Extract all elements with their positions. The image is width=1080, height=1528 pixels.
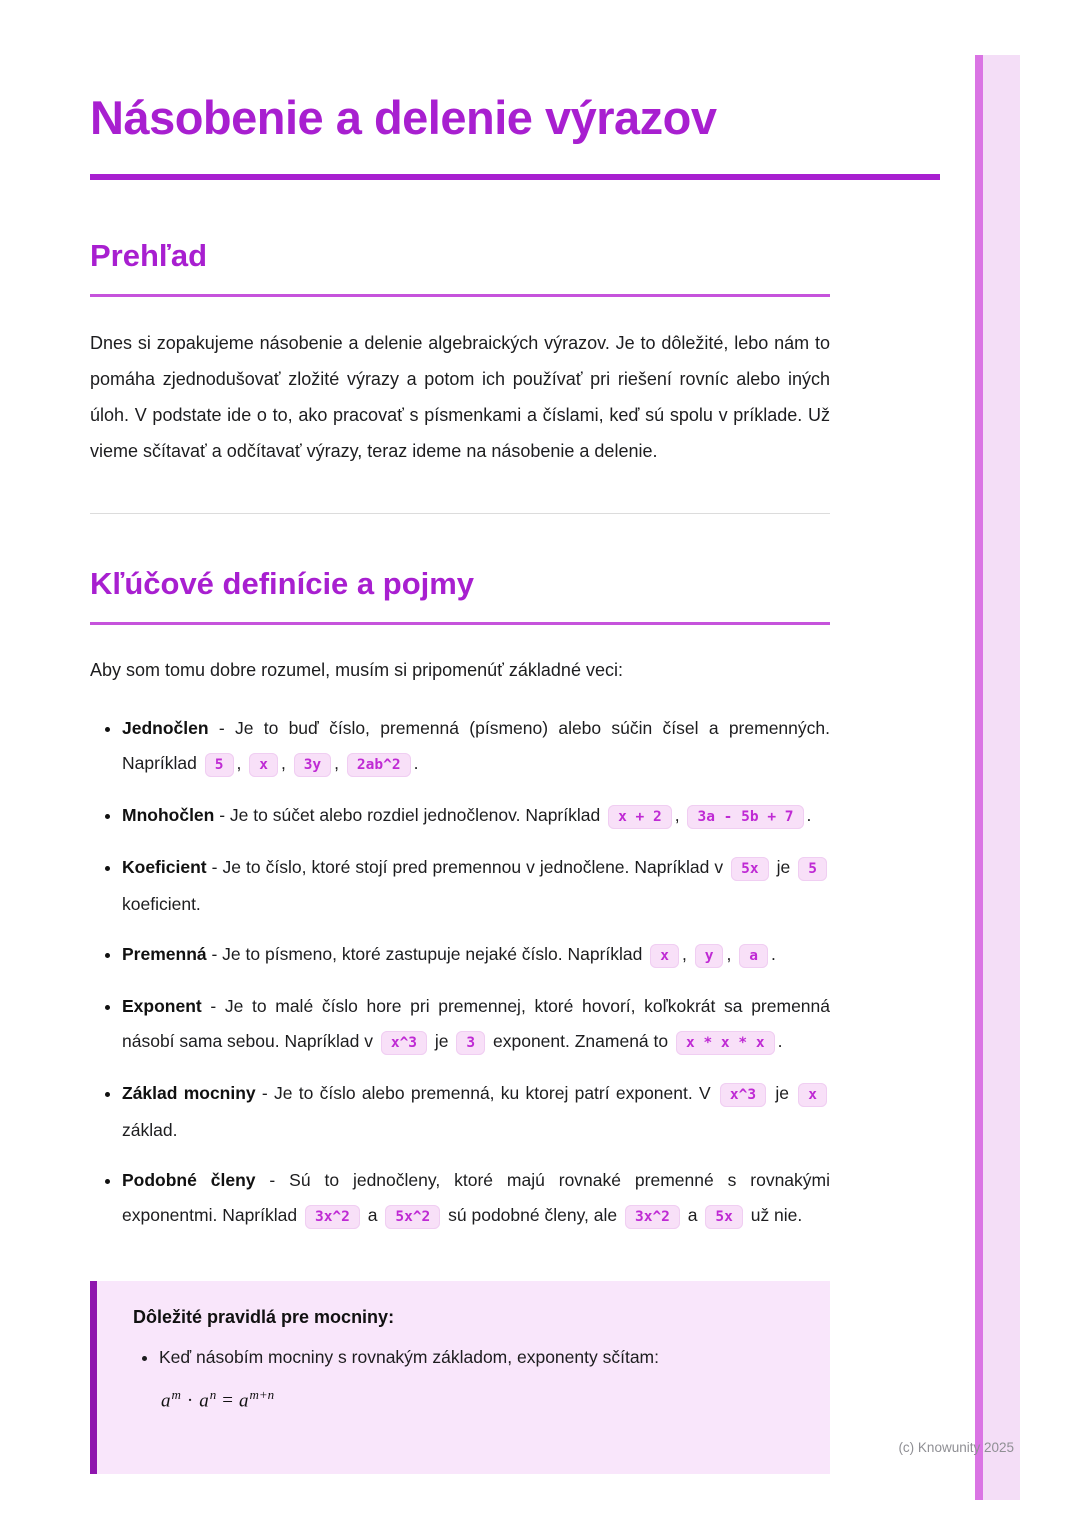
code-chip: 3 (456, 1031, 485, 1055)
code-chip: x (650, 944, 679, 968)
formula-multiplication-dot: · (186, 1390, 194, 1412)
definitions-heading-rule (90, 622, 830, 625)
formula-exponent-1: m (171, 1386, 181, 1402)
power-rule-formula (161, 1380, 800, 1416)
code-chip: 5x^2 (385, 1205, 440, 1229)
definition-item: • Základ mocniny - Je to číslo alebo premenná, ku ktorej patrí exponent. V x^3 je x základ. (122, 1076, 830, 1148)
copyright-credit: (c) Knowunity 2025 (898, 1440, 1014, 1455)
definition-term: Premenná (122, 943, 207, 964)
definitions-heading: Kľúčové definície a pojmy (90, 565, 475, 601)
definition-term: Podobné členy (122, 1169, 256, 1190)
overview-heading-rule (90, 294, 830, 297)
code-chip: 5 (205, 753, 234, 777)
section-overview (90, 238, 830, 469)
code-chip: x + 2 (608, 805, 672, 829)
formula-equals-sign: = (222, 1390, 233, 1412)
formula-base-2: a (199, 1390, 209, 1412)
callout-list (133, 1342, 800, 1416)
code-chip: x * x * x (676, 1031, 775, 1055)
code-chip: 5 (798, 857, 827, 881)
formula-base-1: a (161, 1390, 171, 1412)
definition-item: • Premenná - Je to písmeno, ktoré zastupuje nejaké číslo. Napríklad x , y , a . (122, 937, 830, 974)
formula-base-3: a (238, 1390, 249, 1412)
title-rule (90, 174, 940, 180)
important-rules-callout (90, 1281, 830, 1474)
document-content (90, 0, 830, 1474)
callout-rule-text: Keď násobím mocniny s rovnakým základom, exponenty sčítam: (159, 1346, 659, 1367)
code-chip: y (695, 944, 724, 968)
definitions-intro: Aby som tomu dobre rozumel, musím si pripomenúť základné veci: (90, 659, 623, 680)
code-chip: 3x^2 (625, 1205, 680, 1229)
definition-term: Mnohočlen (122, 804, 215, 825)
definitions-list (90, 711, 830, 1235)
definition-item: • Koeficient - Je to číslo, ktoré stojí pred premennou v jednočlene. Napríklad v 5x je 5 koeficient. (122, 850, 830, 922)
code-chip: x^3 (381, 1031, 427, 1055)
overview-paragraph: Dnes si zopakujeme násobenie a delenie algebraických výrazov. Je to dôležité, lebo nám to pomáha zjednodušovať zložité výrazy a potom ich používať pri riešení rovníc alebo iných úloh. V podstate ide o to, ako pracovať s písmenkami a číslami, keď sú spolu v príklade. Už vieme sčítavať a odčítavať výrazy, teraz ideme na násobenie a delenie. (90, 332, 830, 461)
definition-term: Základ mocniny (122, 1082, 256, 1103)
code-chip: 2ab^2 (347, 753, 411, 777)
code-chip: 3y (294, 753, 331, 777)
code-chip: x^3 (720, 1083, 766, 1107)
overview-heading: Prehľad (90, 237, 208, 273)
code-chip: 3x^2 (305, 1205, 360, 1229)
callout-title: Dôležité pravidlá pre mocniny: (133, 1306, 395, 1327)
formula-exponent-2: n (209, 1386, 217, 1402)
definition-term: Jednočlen (122, 717, 209, 738)
section-divider (90, 513, 830, 514)
definition-item: • Exponent - Je to malé číslo hore pri premennej, ktoré hovorí, koľkokrát sa premenná násobí sama sebou. Napríklad v x^3 je 3 exponent. Znamená to x * x * x . (122, 989, 830, 1061)
formula-exponent-result: m+n (249, 1386, 275, 1402)
code-chip: 5x (705, 1205, 742, 1229)
callout-rule-item (159, 1342, 800, 1416)
definition-term: Exponent (122, 995, 202, 1016)
decorative-side-bar (975, 55, 1020, 1500)
code-chip: a (739, 944, 768, 968)
definition-item: • Mnohočlen - Je to súčet alebo rozdiel jednočlenov. Napríklad x + 2 , 3a - 5b + 7 . (122, 798, 830, 835)
definition-item: • Jednočlen - Je to buď číslo, premenná (písmeno) alebo súčin čísel a premenných. Napríklad 5 , x , 3y , 2ab^2 . (122, 711, 830, 783)
code-chip: x (798, 1083, 827, 1107)
section-definitions (90, 566, 830, 1235)
page-title: Násobenie a delenie výrazov (90, 91, 717, 144)
code-chip: x (249, 753, 278, 777)
code-chip: 5x (731, 857, 768, 881)
definition-item: • Podobné členy - Sú to jednočleny, ktoré majú rovnaké premenné s rovnakými exponentmi. Napríklad 3x^2 a 5x^2 sú podobné členy, ale 3x^2 a 5x už nie. (122, 1163, 830, 1235)
definition-term: Koeficient (122, 856, 207, 877)
code-chip: 3a - 5b + 7 (687, 805, 803, 829)
